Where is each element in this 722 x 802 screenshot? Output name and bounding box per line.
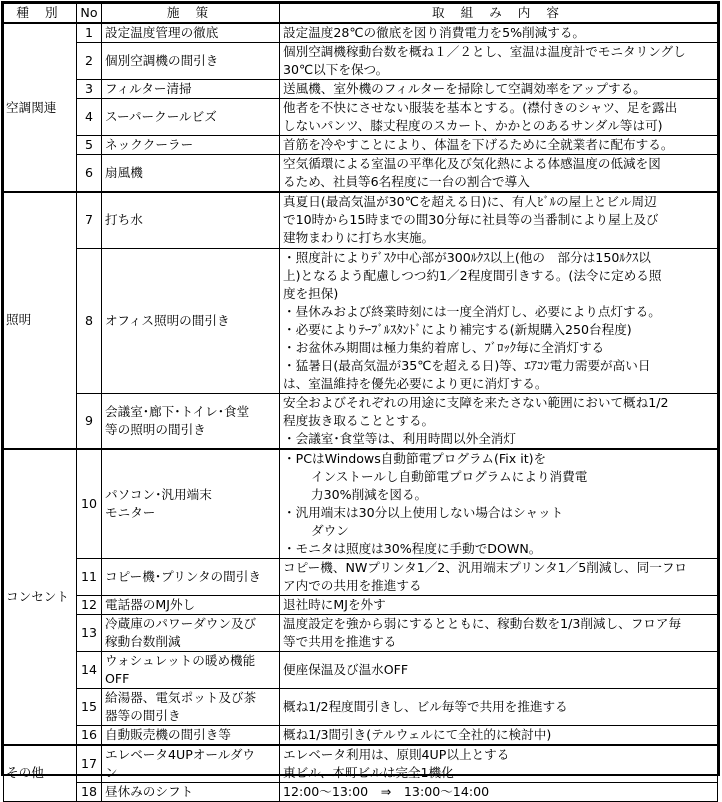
measure-cell: 電話器のMJ外し [102, 595, 280, 614]
measure-cell: 給湯器、電気ポット及び茶 器等の間引き [102, 688, 280, 725]
table-row [4, 558, 718, 595]
table-row [4, 651, 718, 688]
measure-cell: 打ち水 [102, 192, 280, 248]
measure-cell: ウォシュレットの暖め機能 OFF [102, 651, 280, 688]
content-cell: 他者を不快にさせない服装を基本とする。(襟付きのシャツ、足を露出 しないパンツ、膝丈程度のスカート、かかとのあるサンダル等は可) [280, 99, 718, 136]
row-number: 3 [77, 80, 102, 99]
table-row [4, 80, 718, 99]
content-cell: ・照度計によりﾃﾞｽｸ中心部が300ﾙｸｽ以上(他の 部分は150ﾙｸｽ以 上)となるよう配慮しつつ約1／2程度間引きする。(法令に定める照 度を担保) ・昼休みおよび終業時刻には一度全消灯し、必要により点灯する。 ・必要によりﾃｰﾌﾞﾙｽﾀﾝﾄﾞにより補完する(新規購入250台程度) ・お盆休み期間は極力集約着席し、ﾌﾞﾛｯｸ毎に全消灯する ・猛暑日(最高気温が35℃を超える日)等、ｴｱｺﾝ電力需要が高い日 は、室温維持を優先必要により更に消灯する。 [280, 248, 718, 393]
header-row [4, 4, 718, 24]
measure-cell: 自動販売機の間引き等 [102, 725, 280, 745]
row-number: 1 [77, 23, 102, 43]
header-measure: 施 策 [102, 4, 280, 24]
measure-cell: 設定温度管理の徹底 [102, 23, 280, 43]
row-number: 2 [77, 43, 102, 80]
table-row [4, 155, 718, 193]
row-number: 18 [77, 782, 102, 801]
row-number: 12 [77, 595, 102, 614]
row-number: 8 [77, 248, 102, 393]
measure-cell: エレベータ4UPオールダウ ン [102, 745, 280, 783]
measure-cell: 昼休みのシフト [102, 782, 280, 801]
measure-cell: 扇風機 [102, 155, 280, 193]
table-row [4, 745, 718, 783]
row-number: 4 [77, 99, 102, 136]
content-cell: 退社時にMJを外す [280, 595, 718, 614]
table-row [4, 725, 718, 745]
content-cell: 送風機、室外機のフィルターを掃除して空調効率をアップする。 [280, 80, 718, 99]
measures-table-frame [1, 1, 720, 799]
category-cell: その他 [4, 745, 77, 802]
content-cell: 概ね1/3間引き(テルウェルにて全社的に検討中) [280, 725, 718, 745]
header-content: 取 組 み 内 容 [280, 4, 718, 24]
content-cell: 便座保温及び温水OFF [280, 651, 718, 688]
table-row [4, 449, 718, 559]
content-cell: ・PCはWindows自動節電プログラム(Fix it)を インストールし自動節電プログラムにより消費電 力30%削減を図る。 ・汎用端末は30分以上使用しない場合はシャット ダウン ・モニタは照度は30%程度に手動でDOWN。 [280, 449, 718, 559]
content-cell: コピー機、NWプリンタ1／2、汎用端末プリンタ1／5削減し、同一フロ ア内での共用を推進する [280, 558, 718, 595]
row-number: 6 [77, 155, 102, 193]
table-row [4, 614, 718, 651]
content-cell: 設定温度28℃の徹底を図り消費電力を5%削減する。 [280, 23, 718, 43]
measure-cell: 冷蔵庫のパワーダウン及び 稼動台数削減 [102, 614, 280, 651]
content-cell: 温度設定を強から弱にするとともに、稼動台数を1/3削減し、フロア毎 等で共用を推進する [280, 614, 718, 651]
content-cell: 安全およびそれぞれの用途に支障を来たさない範囲において概ね1/2 程度抜き取ることとする。 ・会議室･食堂等は、利用時間以外全消灯 [280, 393, 718, 449]
row-number: 14 [77, 651, 102, 688]
row-number: 7 [77, 192, 102, 248]
measure-cell: オフィス照明の間引き [102, 248, 280, 393]
table-row [4, 688, 718, 725]
measure-cell: スーパークールビズ [102, 99, 280, 136]
table-row [4, 782, 718, 801]
table-row [4, 99, 718, 136]
content-cell: 概ね1/2程度間引きし、ビル毎等で共用を推進する [280, 688, 718, 725]
table-row [4, 393, 718, 449]
row-number: 17 [77, 745, 102, 783]
content-cell: 空気循環による室温の平準化及び気化熱による体感温度の低減を図 るため、社員等6名程度に一台の割合で導入 [280, 155, 718, 193]
row-number: 13 [77, 614, 102, 651]
measure-cell: パソコン･汎用端末 モニター [102, 449, 280, 559]
row-number: 15 [77, 688, 102, 725]
measure-cell: 会議室･廊下･トイレ･食堂 等の照明の間引き [102, 393, 280, 449]
category-cell: 空調関連 [4, 23, 77, 192]
table-row [4, 23, 718, 43]
content-cell: 12:00～13:00 ⇒ 13:00～14:00 [280, 782, 718, 801]
content-cell: 個別空調機稼動台数を概ね１／２とし、室温は温度計でモニタリングし 30℃以下を保つ。 [280, 43, 718, 80]
energy-saving-measures-table [3, 3, 718, 802]
measure-cell: フィルター清掃 [102, 80, 280, 99]
category-cell: 照明 [4, 192, 77, 449]
row-number: 5 [77, 136, 102, 155]
table-row [4, 192, 718, 248]
measure-cell: コピー機･プリンタの間引き [102, 558, 280, 595]
header-category: 種 別 [4, 4, 77, 24]
row-number: 9 [77, 393, 102, 449]
row-number: 10 [77, 449, 102, 559]
content-cell: 首筋を冷やすことにより、体温を下げるために全就業者に配布する。 [280, 136, 718, 155]
measure-cell: ネッククーラー [102, 136, 280, 155]
measure-cell: 個別空調機の間引き [102, 43, 280, 80]
table-row [4, 595, 718, 614]
header-no: No [77, 4, 102, 24]
row-number: 16 [77, 725, 102, 745]
content-cell: エレベータ利用は、原則4UP以上とする 東ビル、本町ビルは完全1機化 [280, 745, 718, 783]
content-cell: 真夏日(最高気温が30℃を超える日)に、有人ﾋﾞﾙの屋上とビル周辺 で10時から15時までの間30分毎に社員等の当番制により屋上及び 建物まわりに打ち水実施。 [280, 192, 718, 248]
row-number: 11 [77, 558, 102, 595]
table-row [4, 43, 718, 80]
table-row [4, 248, 718, 393]
table-row [4, 136, 718, 155]
category-cell: コンセント [4, 449, 77, 745]
